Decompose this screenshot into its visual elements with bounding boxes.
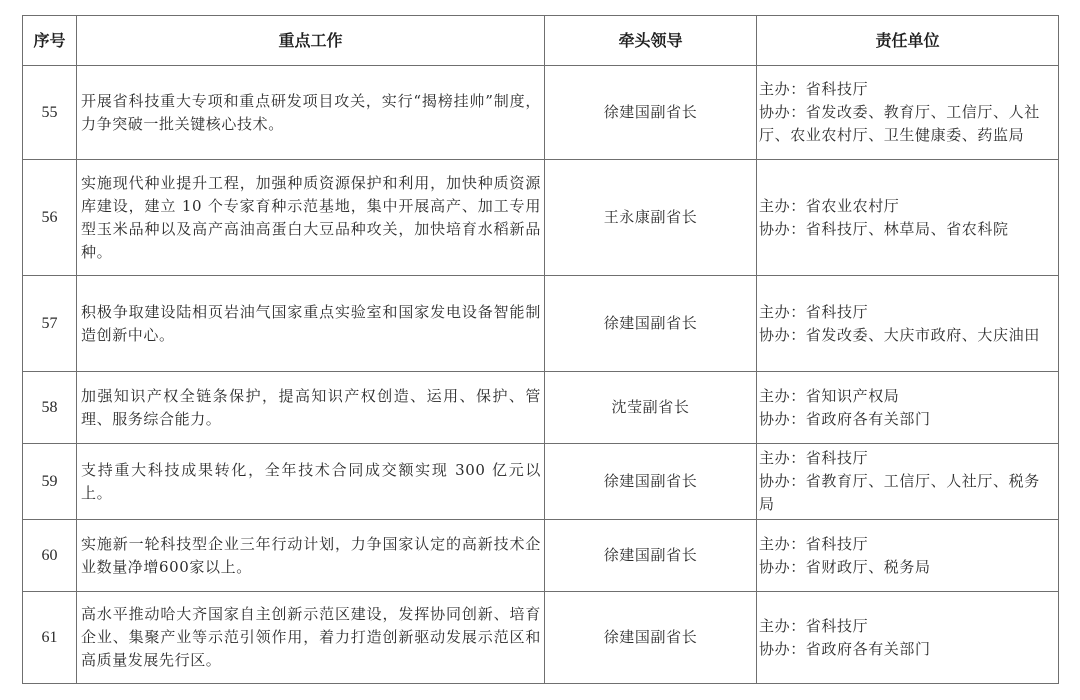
key-work-table [22, 15, 1059, 684]
host-unit: 主办：省科技厅 [759, 616, 869, 635]
row-unit [757, 592, 1059, 684]
table-row [23, 520, 1059, 592]
assist-units: 协办：省发改委、教育厅、工信厅、人社厅、农业农村厅、卫生健康委、药监局 [759, 103, 1040, 144]
row-seq: 59 [23, 444, 77, 520]
row-lead: 沈莹副省长 [545, 372, 757, 444]
row-seq: 55 [23, 66, 77, 160]
assist-units: 协办：省财政厅、税务局 [759, 557, 931, 576]
row-seq: 58 [23, 372, 77, 444]
assist-units: 协办：省科技厅、林草局、省农科院 [759, 219, 1009, 238]
table-row [23, 160, 1059, 276]
assist-units: 协办：省发改委、大庆市政府、大庆油田 [759, 325, 1040, 344]
row-lead: 徐建国副省长 [545, 66, 757, 160]
row-task: 积极争取建设陆相页岩油气国家重点实验室和国家发电设备智能制造创新中心。 [77, 276, 545, 372]
row-seq: 60 [23, 520, 77, 592]
row-lead: 王永康副省长 [545, 160, 757, 276]
row-unit [757, 160, 1059, 276]
row-unit [757, 66, 1059, 160]
table-row [23, 592, 1059, 684]
row-task: 支持重大科技成果转化，全年技术合同成交额实现 300 亿元以上。 [77, 444, 545, 520]
host-unit: 主办：省农业农村厅 [759, 196, 900, 215]
table-row [23, 444, 1059, 520]
row-lead: 徐建国副省长 [545, 520, 757, 592]
row-seq: 56 [23, 160, 77, 276]
header-lead: 牵头领导 [545, 16, 757, 66]
host-unit: 主办：省知识产权局 [759, 386, 900, 405]
row-lead: 徐建国副省长 [545, 276, 757, 372]
table-header-row [23, 16, 1059, 66]
host-unit: 主办：省科技厅 [759, 302, 869, 321]
row-unit [757, 520, 1059, 592]
header-task: 重点工作 [77, 16, 545, 66]
row-task: 实施现代种业提升工程，加强种质资源保护和利用，加快种质资源库建设，建立 10 个专家育种示范基地，集中开展高产、加工专用型玉米品种以及高产高油高蛋白大豆品种攻关，加快培育水稻新品种。 [77, 160, 545, 276]
host-unit: 主办：省科技厅 [759, 80, 869, 98]
row-unit [757, 444, 1059, 520]
row-lead: 徐建国副省长 [545, 444, 757, 520]
header-seq: 序号 [23, 16, 77, 66]
row-task: 加强知识产权全链条保护，提高知识产权创造、运用、保护、管理、服务综合能力。 [77, 372, 545, 444]
table-row [23, 66, 1059, 160]
row-unit [757, 276, 1059, 372]
assist-units: 协办：省教育厅、工信厅、人社厅、税务局 [759, 472, 1040, 513]
assist-units: 协办：省政府各有关部门 [759, 409, 931, 428]
host-unit: 主办：省科技厅 [759, 534, 869, 553]
row-seq: 57 [23, 276, 77, 372]
assist-units: 协办：省政府各有关部门 [759, 639, 931, 658]
table-row [23, 276, 1059, 372]
row-task: 高水平推动哈大齐国家自主创新示范区建设，发挥协同创新、培育企业、集聚产业等示范引领作用，着力打造创新驱动发展示范区和高质量发展先行区。 [77, 592, 545, 684]
host-unit: 主办：省科技厅 [759, 449, 869, 467]
row-task: 实施新一轮科技型企业三年行动计划，力争国家认定的高新技术企业数量净增600家以上。 [77, 520, 545, 592]
row-lead: 徐建国副省长 [545, 592, 757, 684]
table-row [23, 372, 1059, 444]
header-unit: 责任单位 [757, 16, 1059, 66]
row-task: 开展省科技重大专项和重点研发项目攻关，实行“揭榜挂帅”制度，力争突破一批关键核心技术。 [77, 66, 545, 160]
row-unit [757, 372, 1059, 444]
row-seq: 61 [23, 592, 77, 684]
